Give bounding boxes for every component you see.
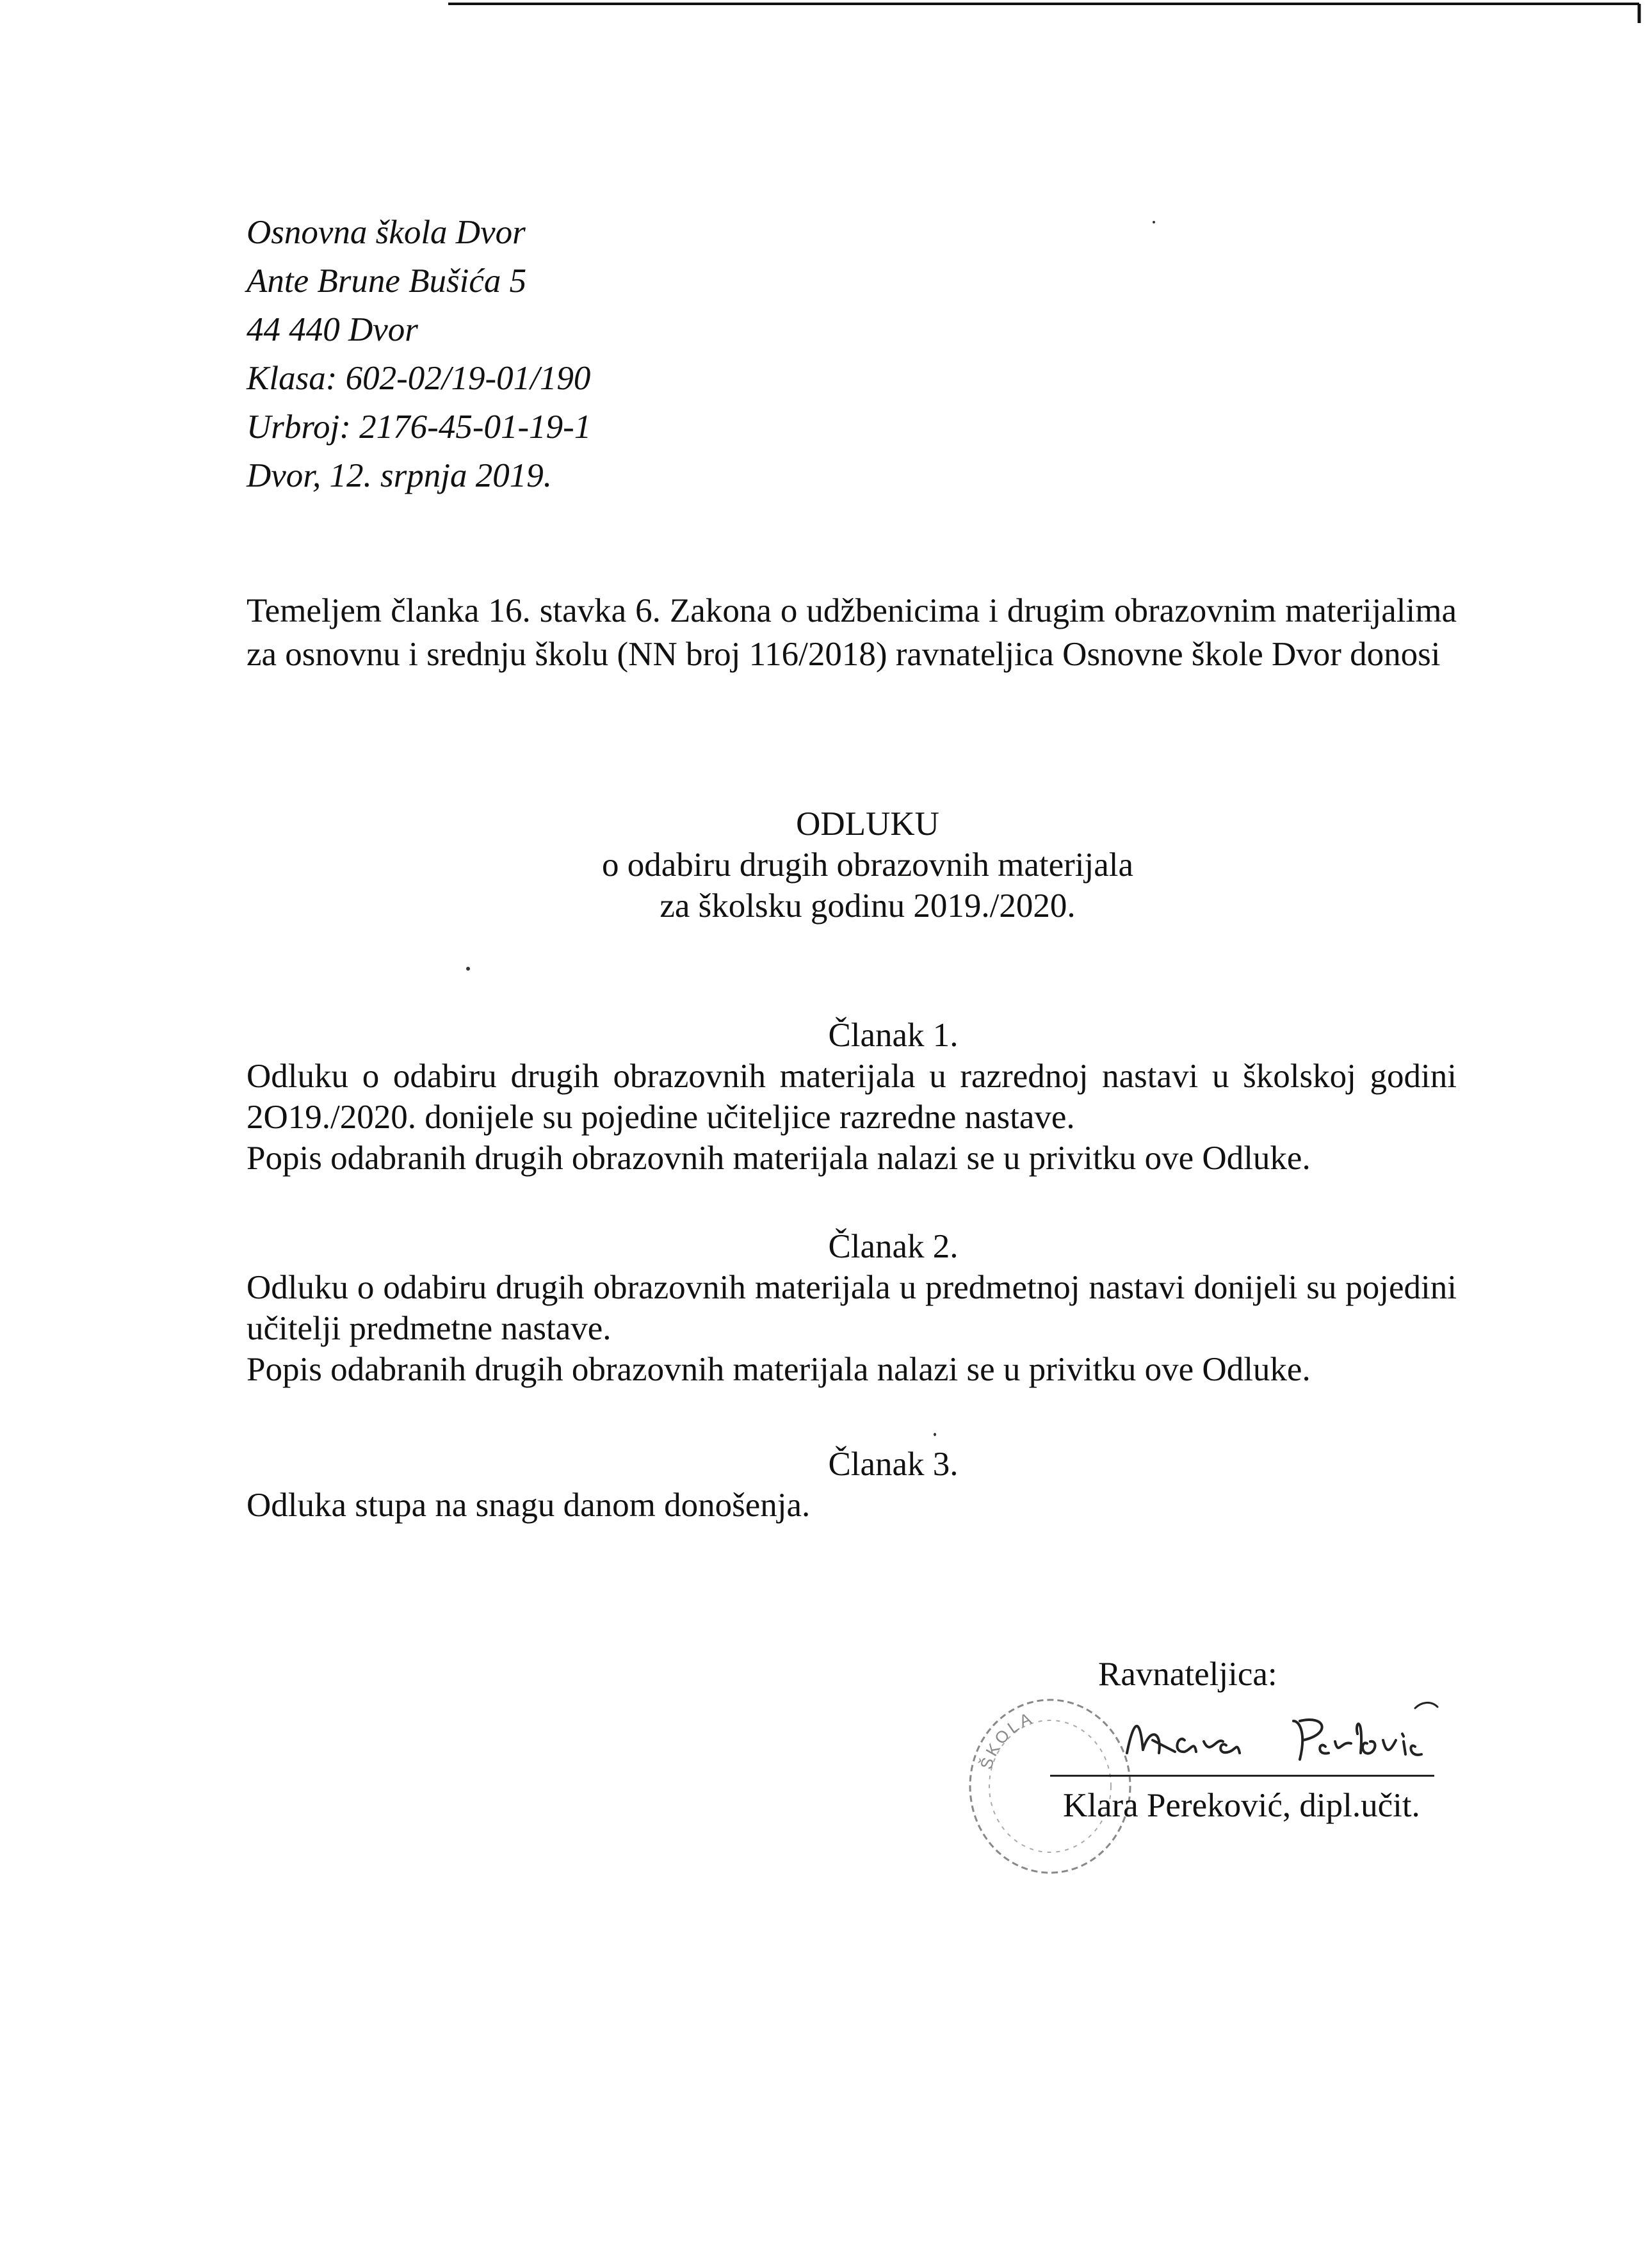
article-paragraph: Odluku o odabiru drugih obrazovnih materijala u predmetnoj nastavi donijeli su pojedini učitelji predmetne nastave. xyxy=(247,1269,1457,1347)
article-heading: Članak 3. xyxy=(828,1446,959,1483)
handwritten-signature xyxy=(1114,1695,1447,1779)
sender-header xyxy=(247,208,591,500)
place-date: Dvor, 12. srpnja 2019. xyxy=(247,457,553,494)
signatory-name: Klara Pereković, dipl.učit. xyxy=(1063,1787,1420,1824)
article-list-note: Popis odabranih drugih obrazovnih materijala nalazi se u privitku ove Odluke. xyxy=(247,1351,1311,1388)
article-3 xyxy=(247,1444,1457,1526)
decision-title-block xyxy=(0,804,1652,926)
article-heading: Članak 1. xyxy=(828,1017,959,1054)
scan-speck xyxy=(1153,221,1155,223)
svg-text:ŠKOLA: ŠKOLA xyxy=(976,1708,1037,1772)
klasa-number: Klasa: 602-02/19-01/190 xyxy=(247,360,591,397)
intro-paragraph: Temeljem članka 16. stavka 6. Zakona o udžbenicima i drugim obrazovnim materijalima za osnovnu i srednju školu (NN broj 116/2018) ravnateljica Osnovne škole Dvor donosi xyxy=(247,592,1457,673)
article-paragraph: Odluku o odabiru drugih obrazovnih materijala u razrednoj nastavi u školskoj godini 2O19./2020. donijele su pojedine učiteljice razredne nastave. xyxy=(247,1058,1457,1136)
decision-title: ODLUKU xyxy=(796,805,939,843)
school-name: Osnovna škola Dvor xyxy=(247,214,526,251)
article-2 xyxy=(247,1226,1457,1390)
signatory-role: Ravnateljica: xyxy=(1098,1656,1277,1693)
scan-border-artifact xyxy=(0,0,1652,26)
signature-line xyxy=(1050,1775,1434,1777)
article-heading: Članak 2. xyxy=(828,1228,959,1265)
decision-subtitle-line2: za školsku godinu 2019./2020. xyxy=(660,887,1076,925)
school-street: Ante Brune Bušića 5 xyxy=(247,263,527,300)
scan-speck xyxy=(466,967,470,971)
article-1 xyxy=(247,1015,1457,1179)
decision-subtitle-line1: o odabiru drugih obrazovnih materijala xyxy=(601,846,1134,884)
scan-speck xyxy=(934,1433,936,1436)
article-list-note: Popis odabranih drugih obrazovnih materijala nalazi se u privitku ove Odluke. xyxy=(247,1140,1311,1177)
article-paragraph: Odluka stupa na snagu danom donošenja. xyxy=(247,1487,811,1524)
urbroj-number: Urbroj: 2176-45-01-19-1 xyxy=(247,408,592,446)
school-postal-city: 44 440 Dvor xyxy=(247,311,418,348)
